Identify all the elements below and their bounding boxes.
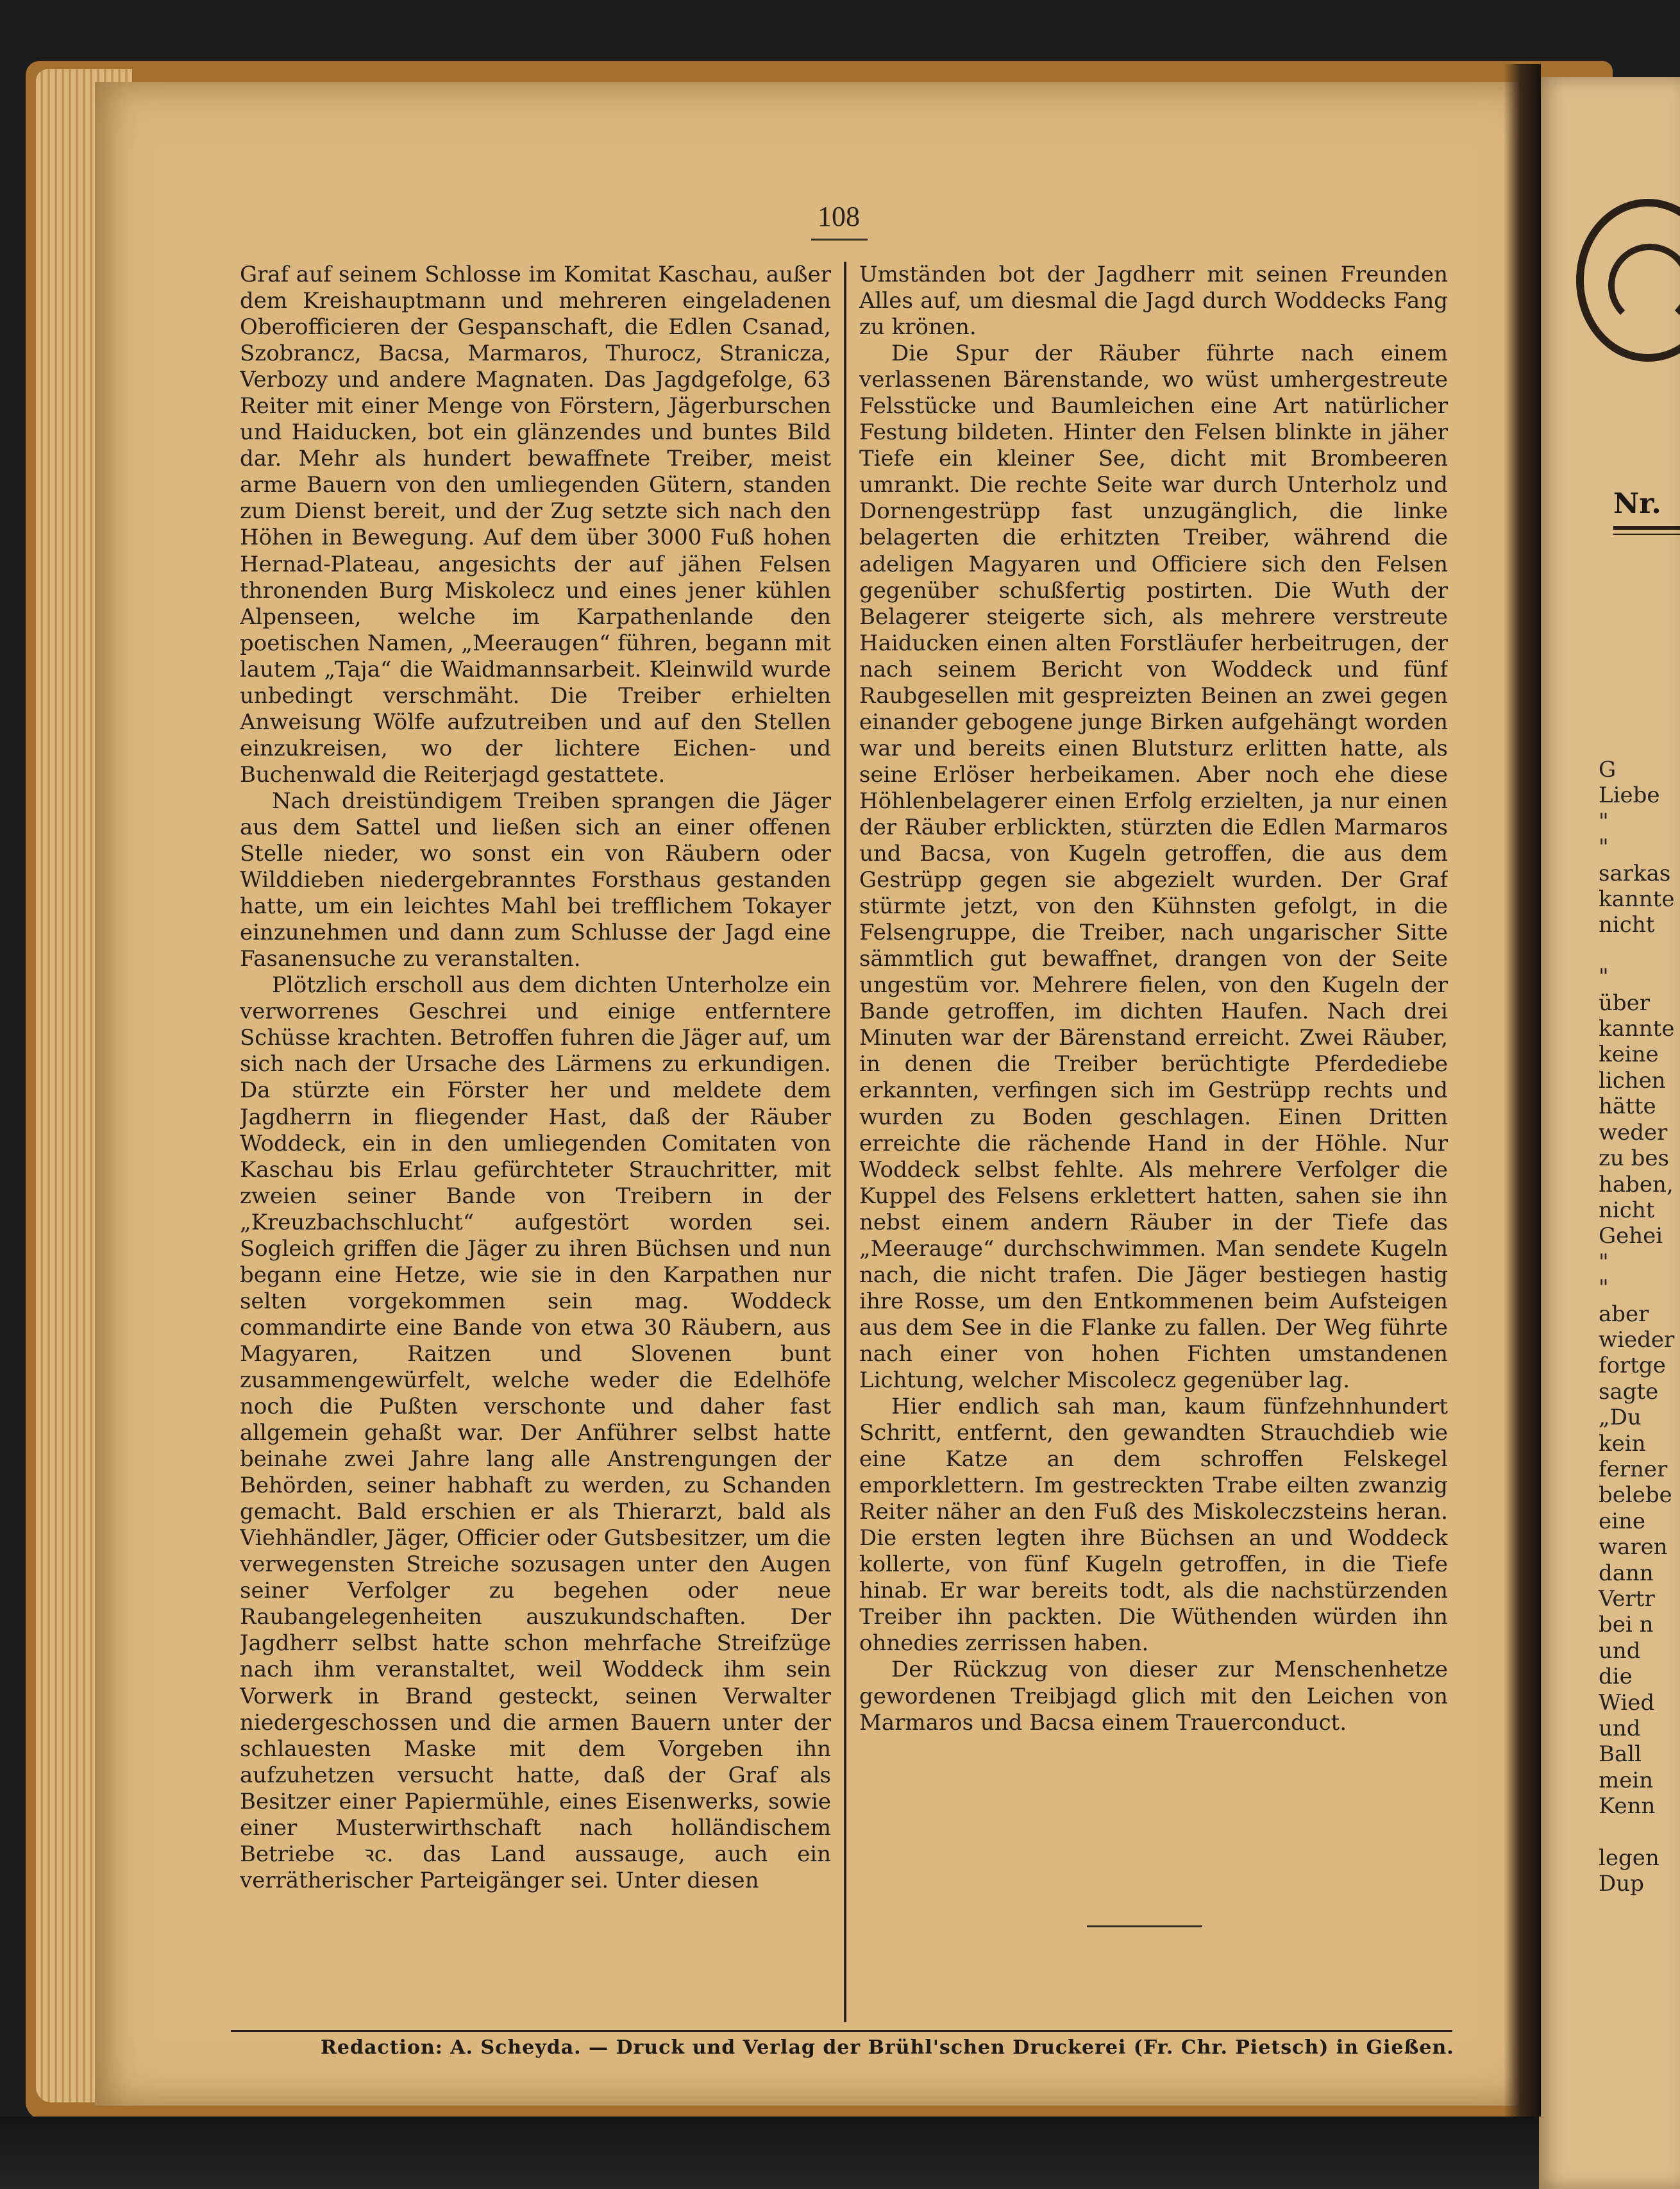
paragraph: Die Spur der Räuber führte nach einem verlassenen Bärenstande, wo wüst umhergestreute Felsstücke und Baumleichen eine Art natürlicher Festung bildeten. Hinter den Felsen blinkte in jäher Tiefe ein kleiner See, dicht mit Brombeeren umrankt. Die rechte Seite war durch Unterholz und Dornengestrüpp fast unzugänglich, die linke belagerten die erhitzten Treiber, während die adeligen Magyaren und Officiere sich den Felsen gegenüber schußfertig postirten. Die Wuth der Belagerer steigerte sich, als mehrere verstreute Haiducken einen alten Forstläufer herbeitrugen, der nach seinem Bericht von Woddeck und fünf Raubgesellen mit gespreizten Beinen an zwei gegen einander gebogene junge Birken aufgehängt worden war und bereits einen Blutsturz erlitten hatte, als seine Erlöser herbeikamen. Aber noch ehe diese Höhlenbelagerer einen Erfolg erzielten, ja nur einen der Räuber erblickten, stürzten die Edlen Marmaros und Bacsa, von Kugeln getroffen, die aus dem Gestrüpp gegen sie abgezielt wurden. Der Graf stürmte jetzt, von den Kühnsten gefolgt, in die Felsengruppe, die Treiber, nach ungarischer Sitte sämmtlich gut bewaffnet, drangen von der Seite ungestüm vor. Mehrere fielen, von den Kugeln der Bande getroffen, im dichten Haufen. Nach drei Minuten war der Bärenstand erreicht. Zwei Räuber, in denen die Treiber berüchtigte Pferdediebe erkannten, verfingen sich im Gestrüpp rechts und wurden zu Boden geschlagen. Einen Dritten erreichte die rächende Hand in der Höhle. Nur Woddeck selbst fehlte. Als mehrere Verfolger die Kuppel des Felsens erklettert hatten, sahen sie ihn nebst einem andern Räuber in der Tiefe das „Meerauge“ durchschwimmen. Man sendete Kugeln nach, die nicht trafen. Die Jäger bestiegen hastig ihre Rosse, um den Entkommenen beim Aufsteigen aus dem See in die Flanke zu fallen. Der Weg führte nach einer von hohen Fichten umstandenen Lichtung, welcher Miscolecz gegenüber lag. [859, 341, 1448, 1393]
facing-page-rule [1613, 526, 1680, 530]
facing-page-rule [1613, 534, 1680, 535]
paragraph: Nach dreistündigem Treiben sprangen die Jäger aus dem Sattel und ließen sich an einer offenen Stelle nieder, wo sonst ein von Räubern oder Wilddieben niedergebranntes Forsthaus gestanden hatte, um ein leichtes Mahl bei trefflichem Tokayer einzunehmen und dann zum Schlusse der Jagd eine Fasanensuche zu veranstalten. [240, 788, 831, 972]
paragraph: Graf auf seinem Schlosse im Komitat Kaschau, außer dem Kreishauptmann und mehreren eingeladenen Oberofficieren der Gespanschaft, die Edlen Csanad, Szobrancz, Bacsa, Marmaros, Thurocz, Stranicza, Verbozy und andere Magnaten. Das Jagdgefolge, 63 Reiter mit einer Menge von Förstern, Jägerburschen und Haiducken, bot ein glänzendes und buntes Bild dar. Mehr als hundert bewaffnete Treiber, meist arme Bauern von den umliegenden Gütern, standen zum Dienst bereit, und der Zug setzte sich nach den Höhen in Bewegung. Auf dem über 3000 Fuß hohen Hernad-Plateau, angesichts der auf jähen Felsen thronenden Burg Miskolecz und eines jener kühlen Alpenseen, welche im Karpathenlande den poetischen Namen, „Meeraugen“ führen, begann mit lautem „Taja“ die Waidmannsarbeit. Kleinwild wurde unbedingt verschmäht. Die Treiber erhielten Anweisung Wölfe aufzutreiben und auf den Stellen einzukreisen, wo der lichtere Eichen- und Buchenwald die Reiterjagd gestattete. [240, 262, 831, 788]
page-number: 108 [818, 201, 860, 232]
facing-page-text: G Liebe " " sarkas kannte nicht " über kannte keine lichen hätte weder zu bes haben, nicht Gehei " " aber wieder fortge sagte „Du kein ferner belebe eine waren dann Vertr bei n und die Wied und Ball mein Kenn legen Dup [1599, 757, 1675, 1897]
footer-rule [231, 2030, 1452, 2032]
imprint: Redaction: A. Scheyda. — Druck und Verlag der Brühl'schen Druckerei (Fr. Chr. Pietsch) in Gießen. [321, 2036, 1454, 2059]
background-surface [0, 2117, 1539, 2189]
paragraph: Umständen bot der Jagdherr mit seinen Freunden Alles auf, um diesmal die Jagd durch Woddecks Fang zu krönen. [859, 262, 1448, 341]
paragraph: Hier endlich sah man, kaum fünfzehnhundert Schritt, entfernt, den gewandten Strauchdieb wie eine Katze an dem schroffen Felskegel emporklettern. Im gestreckten Trabe eilten zwanzig Reiter näher an den Fuß des Miskoleczsteins heran. Die ersten legten ihre Büchsen an und Woddeck kollerte, von fünf Kugeln getroffen, in die Tiefe hinab. Er war bereits todt, als die nachstürzenden Treiber ihn packten. Die Wüthenden würden ihn ohnedies zerrissen haben. [859, 1394, 1448, 1657]
paragraph: Der Rückzug von dieser zur Menschenhetze gewordenen Treibjagd glich mit den Leichen von Marmaros und Bacsa einem Trauerconduct. [859, 1657, 1448, 1736]
left-column [240, 262, 831, 2022]
column-divider [844, 262, 846, 2022]
end-rule [1087, 1925, 1202, 1927]
facing-page-header: Nr. [1613, 487, 1661, 520]
paragraph: Plötzlich erscholl aus dem dichten Unterholze ein verworrenes Geschrei und einige entferntere Schüsse krachten. Betroffen fuhren die Jäger auf, um sich nach der Ursache des Lärmens zu erkundigen. Da stürzte ein Förster her und meldete dem Jagdherrn in fliegender Hast, daß der Räuber Woddeck, ein in den umliegenden Comitaten von Kaschau bis Erlau gefürchteter Strauchritter, mit zweien seiner Bande von Treibern in der „Kreuzbachschlucht“ aufgestört worden sei. Sogleich griffen die Jäger zu ihren Büchsen und nun begann eine Hetze, wie sie in den Karpathen nur selten vorgekommen sein mag. Woddeck commandirte eine Bande von etwa 30 Räubern, aus Magyaren, Raitzen und Slovenen bunt zusammengewürfelt, welche weder die Edelhöfe noch die Pußten verschonte und daher fast allgemein gehaßt war. Der Anführer selbst hatte beinahe zwei Jahre lang alle Anstrengungen der Behörden, seiner habhaft zu werden, zu Schanden gemacht. Bald erschien er als Thierarzt, bald als Viehhändler, Jäger, Officier oder Gutsbesitzer, um die verwegensten Streiche sozusagen unter den Augen seiner Verfolger zu begehen oder neue Raubangelegenheiten auszukundschaften. Der Jagdherr selbst hatte schon mehrfache Streifzüge nach ihm veranstaltet, weil Woddeck ihm sein Vorwerk in Brand gesteckt, seinen Verwalter niedergeschossen und die armen Bauern unter der schlauesten Maske mit dem Vorgeben ihn aufzuhetzen versucht hatte, daß der Graf als Besitzer einer Papiermühle, eines Eisenwerks, sowie einer Musterwirthschaft nach holländischem Betriebe ꝛc. das Land aussauge, auch ein verrätherischer Parteigänger sei. Unter diesen [240, 972, 831, 1893]
facing-page [1538, 77, 1680, 2189]
right-column [859, 262, 1448, 2022]
book-gutter [1504, 64, 1541, 2117]
page-number-rule [811, 239, 868, 241]
